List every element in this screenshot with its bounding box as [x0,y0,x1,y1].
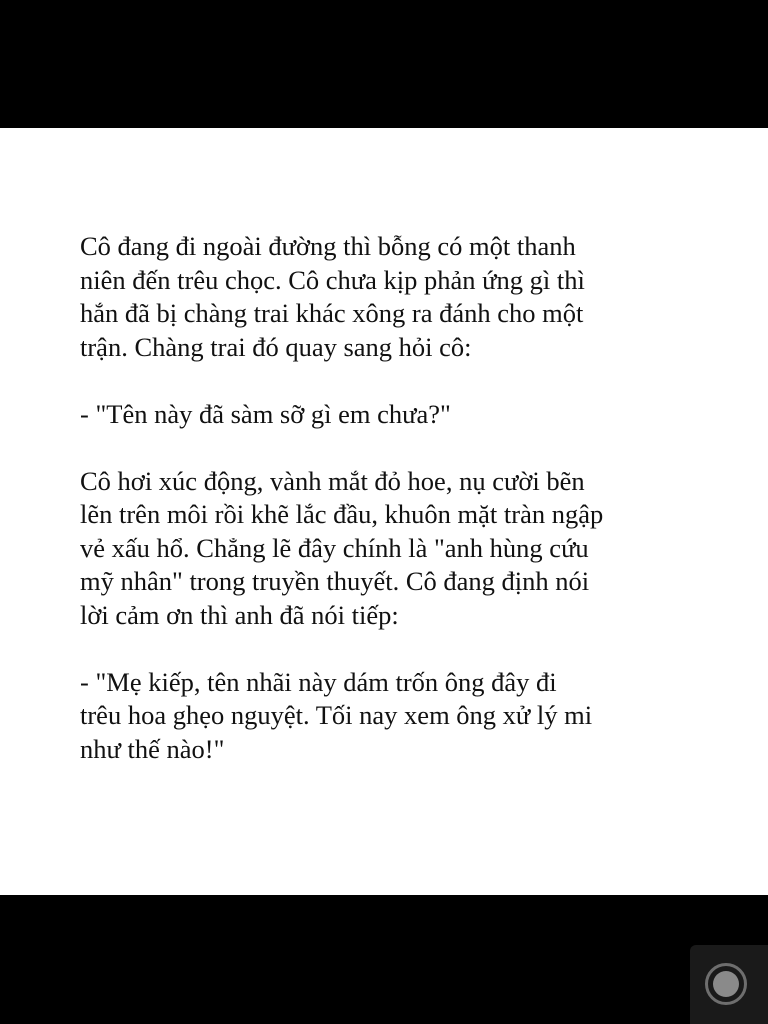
paragraph-reaction: Cô hơi xúc động, vành mắt đỏ hoe, nụ cười bẽn lẽn trên môi rồi khẽ lắc đầu, khuôn mặt tràn ngập vẻ xấu hổ. Chẳng lẽ đây chính là "anh hùng cứu mỹ nhân" trong truyền thuyết. Cô đang định nói lời cảm ơn thì anh đã nói tiếp: [80,465,604,630]
paragraph-punchline: - "Mẹ kiếp, tên nhãi này dám trốn ông đây đi trêu hoa ghẹo nguyệt. Tối nay xem ông xử lý mi như thế nào!" [80,666,593,764]
bottom-letterbox-bar [0,895,768,1024]
paragraph-intro: Cô đang đi ngoài đường thì bỗng có một thanh niên đến trêu chọc. Cô chưa kịp phản ứng gì thì hắn đã bị chàng trai khác xông ra đánh cho một trận. Chàng trai đó quay sang hỏi cô: [80,231,585,362]
top-letterbox-bar [0,0,768,128]
story-text [80,230,720,766]
circle-button-dot [713,971,739,997]
paragraph-question: - "Tên này đã sàm sỡ gì em chưa?" [80,398,451,429]
floating-action-button[interactable] [690,945,768,1024]
text-page [0,128,768,895]
